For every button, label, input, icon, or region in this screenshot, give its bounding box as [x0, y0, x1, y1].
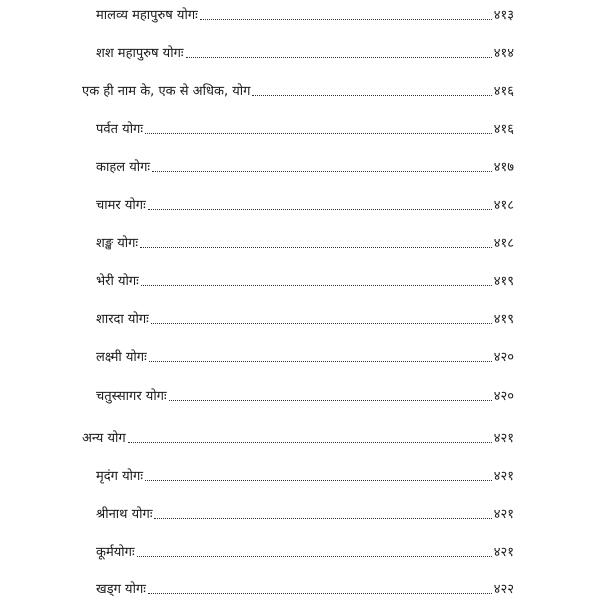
toc-entry	[96, 192, 514, 214]
toc-entry-title: मालव्य महापुरुष योगः	[96, 8, 198, 23]
toc-entry	[96, 268, 514, 290]
toc-entry-page: ४१९	[493, 312, 514, 327]
toc-entry-title: कूर्मयोगः	[96, 545, 135, 560]
toc-entry-title: लक्ष्मी योगः	[96, 350, 147, 365]
toc-entry	[96, 344, 514, 366]
toc-entry	[96, 383, 514, 405]
toc-entry-page: ४१४	[493, 46, 514, 61]
toc-entry-title: शङ्ख योगः	[96, 236, 139, 251]
toc-entry-page: ४२०	[493, 350, 514, 365]
toc-section-entry	[82, 425, 514, 447]
toc-entry-title: पर्वत योगः	[96, 122, 144, 137]
toc-entry-title: भेरी योगः	[96, 274, 139, 289]
dot-leader	[152, 171, 492, 172]
toc-entry-title: खड्ग योगः	[96, 582, 146, 597]
dot-leader	[169, 400, 492, 401]
toc-entry-page: ४२२	[493, 582, 514, 597]
toc-entry-title: मृदंग योगः	[96, 469, 143, 484]
toc-entry-page: ४२१	[493, 507, 514, 522]
dot-leader	[154, 518, 491, 519]
toc-entry	[96, 539, 514, 561]
toc-entry-page: ४१३	[493, 8, 514, 23]
toc-entry-page: ४१६	[493, 122, 514, 137]
toc-section-entry	[82, 78, 514, 100]
toc-entry-page: ४१७	[493, 160, 514, 175]
toc-entry-page: ४२१	[493, 431, 514, 446]
dot-leader	[128, 442, 492, 443]
toc-entry-page: ४१६	[493, 84, 514, 99]
toc-entry	[96, 501, 514, 523]
toc-entry-title: शारदा योगः	[96, 312, 149, 327]
dot-leader	[148, 593, 492, 594]
toc-entry	[96, 463, 514, 485]
toc-entry-page: ४१९	[493, 274, 514, 289]
toc-entry	[96, 2, 514, 24]
dot-leader	[200, 19, 492, 20]
toc-entry	[96, 116, 514, 138]
dot-leader	[151, 323, 492, 324]
dot-leader	[252, 95, 491, 96]
dot-leader	[140, 247, 492, 248]
toc-entry-title: शश महापुरुष योगः	[96, 46, 184, 61]
dot-leader	[149, 361, 492, 362]
toc-entry	[96, 154, 514, 176]
toc-entry-title: श्रीनाथ योगः	[96, 507, 153, 522]
toc-entry	[96, 40, 514, 62]
dot-leader	[137, 556, 492, 557]
toc-entry-page: ४२०	[493, 389, 514, 404]
toc-entry-title: अन्य योग	[82, 431, 126, 446]
toc-entry-page: ४१८	[493, 198, 514, 213]
dot-leader	[148, 209, 492, 210]
toc-entry-title: काहल योगः	[96, 160, 151, 175]
toc-entry-page: ४२१	[493, 469, 514, 484]
toc-entry-title: चामर योगः	[96, 198, 146, 213]
dot-leader	[186, 57, 492, 58]
toc-entry-title: चतुस्सागर योगः	[96, 389, 167, 404]
toc-entry-page: ४१८	[493, 236, 514, 251]
dot-leader	[145, 480, 492, 481]
dot-leader	[141, 285, 492, 286]
toc-entry-page: ४२१	[493, 545, 514, 560]
toc-entry-title: एक ही नाम के, एक से अधिक, योग	[82, 84, 251, 99]
toc-entry	[96, 576, 514, 598]
toc-entry	[96, 306, 514, 328]
toc-entry	[96, 230, 514, 252]
dot-leader	[145, 133, 492, 134]
